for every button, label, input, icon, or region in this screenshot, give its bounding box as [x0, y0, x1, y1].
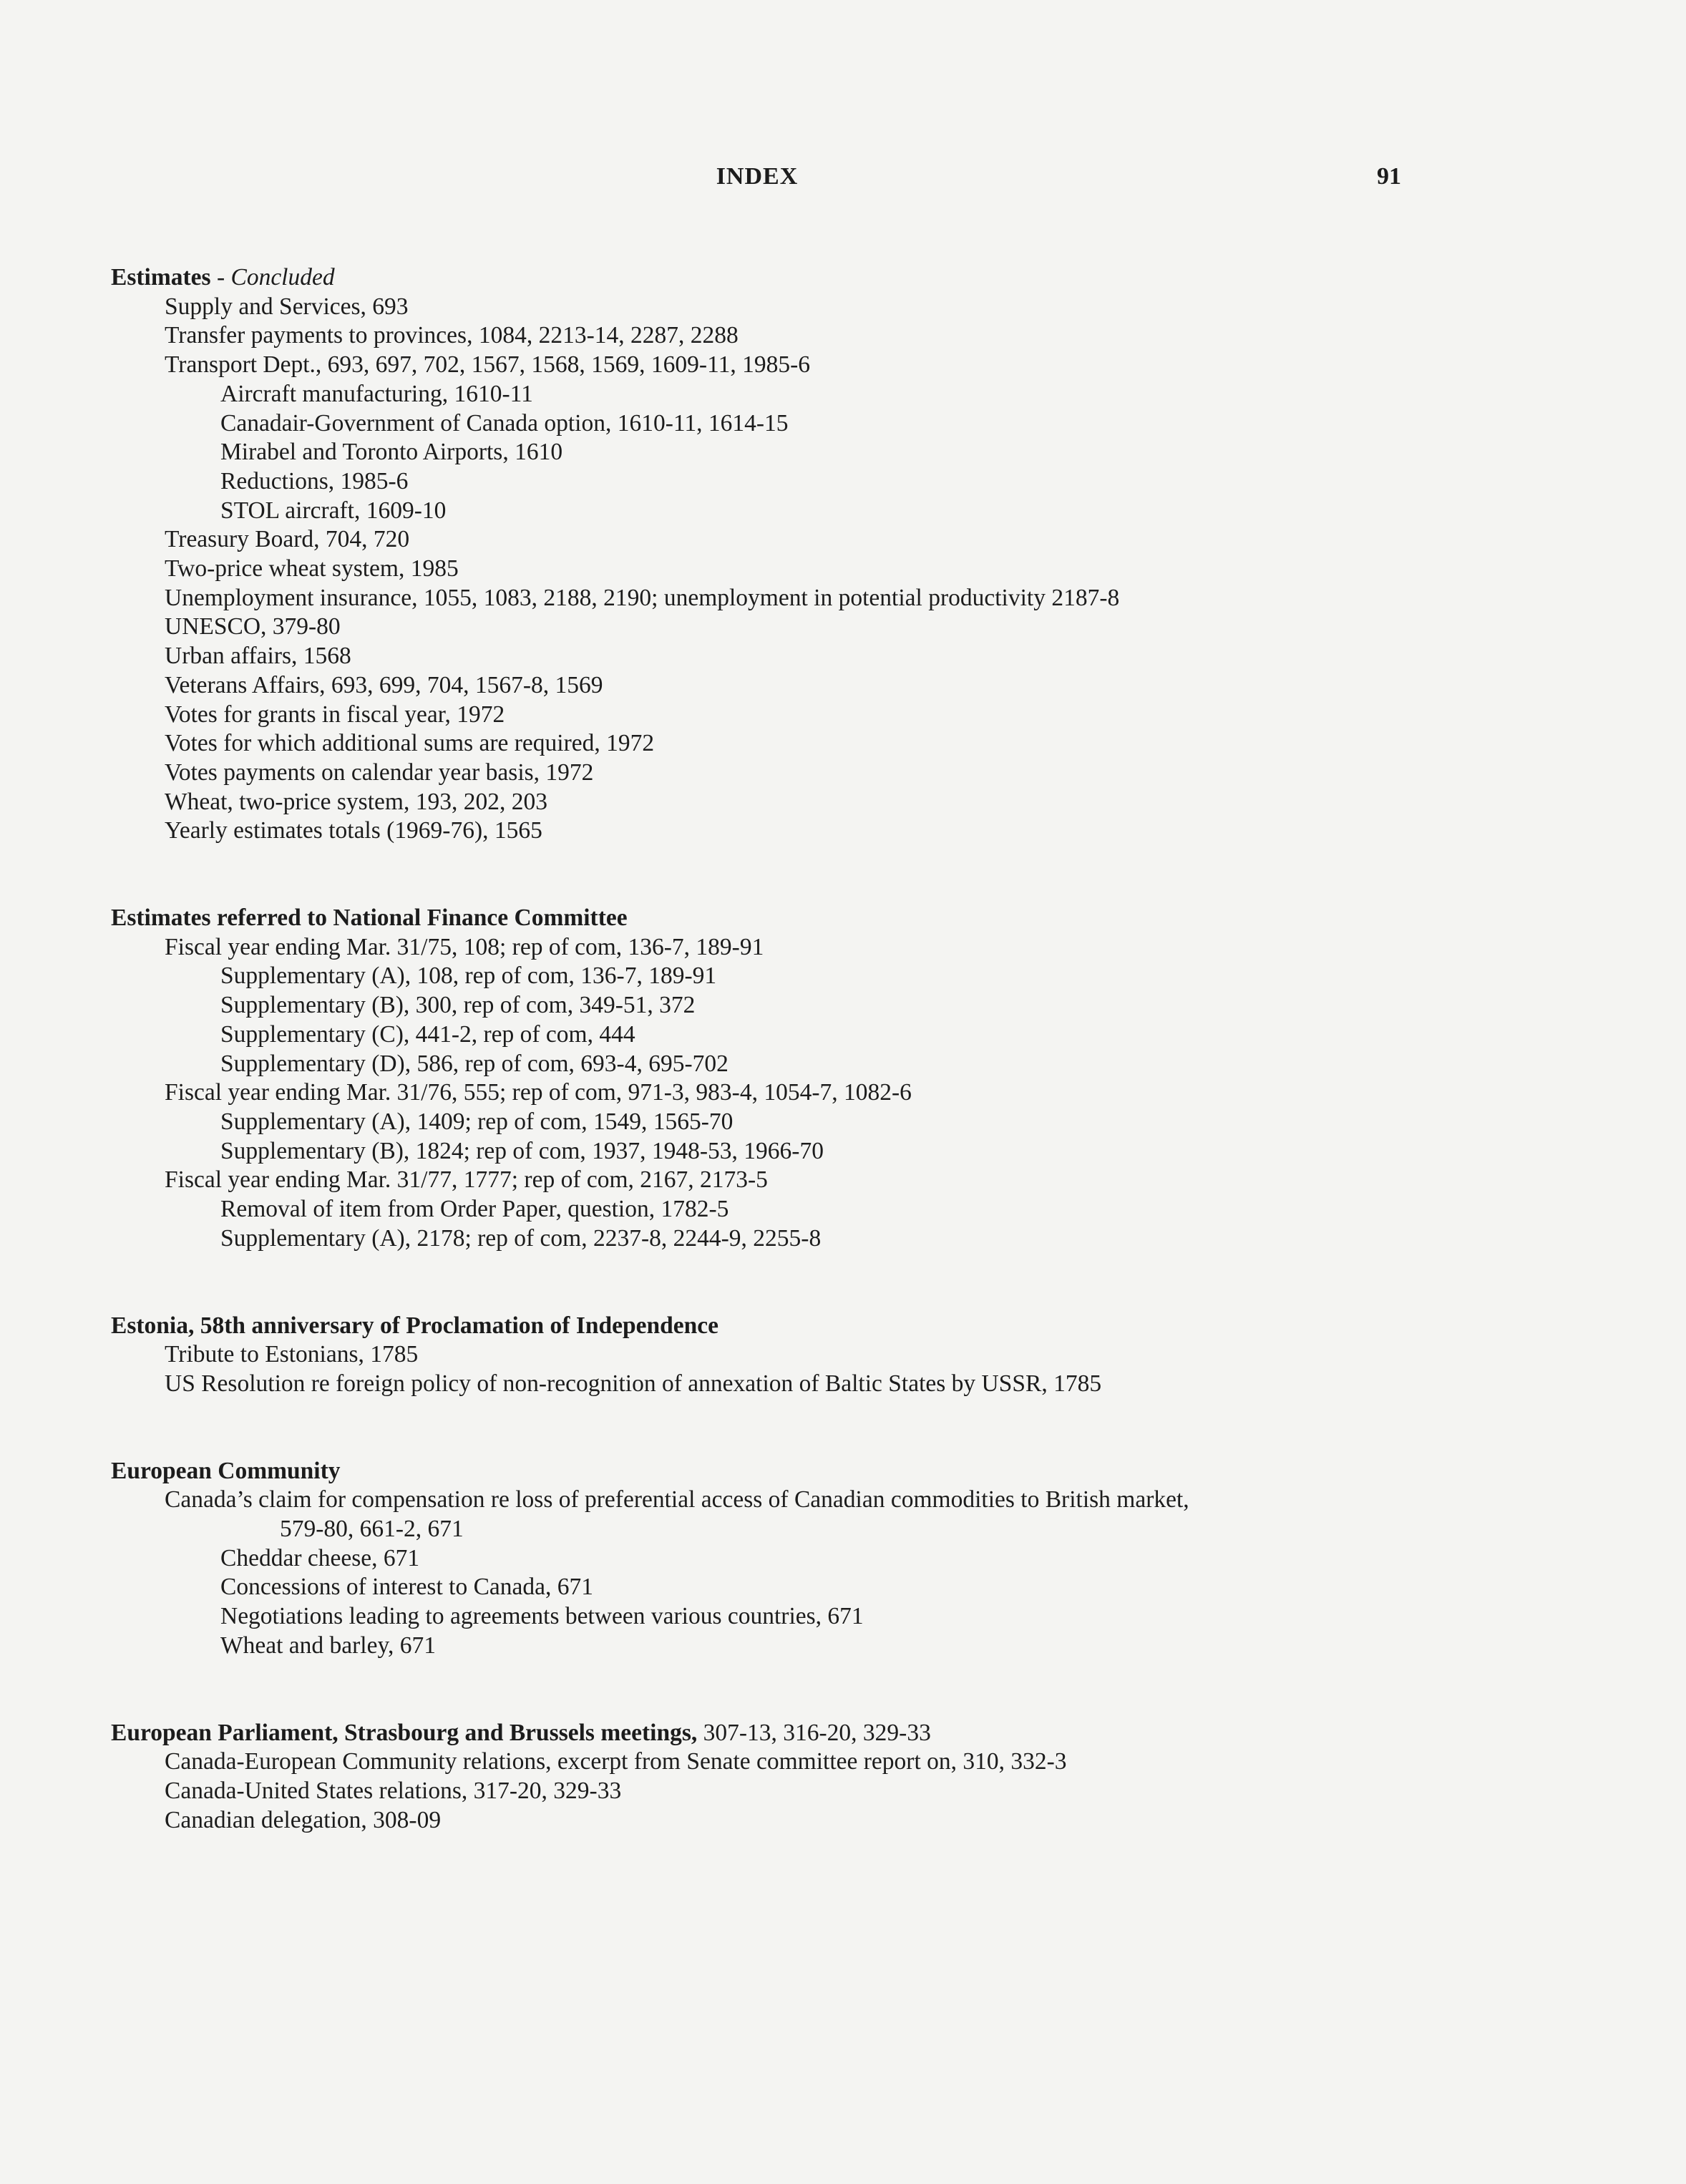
index-entry: Two-price wheat system, 1985 — [165, 555, 459, 582]
index-entry: Canadair-Government of Canada option, 1610-11, 1614-15 — [220, 409, 789, 437]
index-section — [111, 1719, 1578, 1836]
index-entry: Urban affairs, 1568 — [165, 643, 351, 670]
index-heading — [111, 1457, 1578, 1486]
index-entry: Transfer payments to provinces, 1084, 2213-14, 2287, 2288 — [165, 322, 739, 349]
index-entry: US Resolution re foreign policy of non-recognition of annexation of Baltic States by USSR, 1785 — [165, 1370, 1102, 1397]
index-entry: Canada-United States relations, 317-20, 329-33 — [165, 1777, 622, 1804]
index-entry: Canada-European Community relations, excerpt from Senate committee report on, 310, 332-3 — [165, 1748, 1067, 1775]
index-entry: Wheat and barley, 671 — [220, 1632, 437, 1659]
index-entry: Supplementary (B), 300, rep of com, 349-51, 372 — [220, 992, 696, 1019]
index-section — [111, 904, 1578, 1253]
index-heading-text: Estonia, 58th anniversary of Proclamation of Independence — [111, 1312, 718, 1339]
index-entry: Veterans Affairs, 693, 699, 704, 1567-8, 1569 — [165, 671, 603, 698]
index-entry: Supplementary (B), 1824; rep of com, 1937, 1948-53, 1966-70 — [220, 1137, 824, 1164]
index-entry: Wheat, two-price system, 193, 202, 203 — [165, 788, 547, 815]
index-entry: Canada’s claim for compensation re loss of preferential access of Canadian commodities to British market, — [165, 1486, 1189, 1513]
index-entry: Canadian delegation, 308-09 — [165, 1806, 442, 1833]
index-entry: Fiscal year ending Mar. 31/77, 1777; rep of com, 2167, 2173-5 — [165, 1166, 768, 1194]
index-entry: 579-80, 661-2, 671 — [280, 1516, 464, 1543]
index-heading-dash: - — [210, 264, 231, 291]
index-entry: Removal of item from Order Paper, question, 1782-5 — [220, 1196, 729, 1223]
index-entry: Supplementary (C), 441-2, rep of com, 444 — [220, 1020, 635, 1048]
index-entry: Concessions of interest to Canada, 671 — [220, 1574, 594, 1601]
index-heading — [111, 904, 1578, 933]
index-section — [111, 1312, 1578, 1399]
index-entry: Supplementary (A), 2178; rep of com, 2237-8, 2244-9, 2255-8 — [220, 1224, 822, 1252]
index-entry: Supply and Services, 693 — [165, 293, 409, 320]
index-heading-text: European Community — [111, 1457, 341, 1484]
index-entry: Supplementary (D), 586, rep of com, 693-4, 695-702 — [220, 1050, 729, 1077]
index-heading — [111, 1312, 1578, 1341]
index-entry: Transport Dept., 693, 697, 702, 1567, 1568, 1569, 1609-11, 1985-6 — [165, 351, 810, 379]
index-heading-text: Estimates referred to National Finance Committee — [111, 905, 628, 932]
index-heading-text: Estimates — [111, 264, 211, 291]
index-entry: Yearly estimates totals (1969-76), 1565 — [165, 817, 542, 844]
index-entry: Tribute to Estonians, 1785 — [165, 1341, 419, 1368]
index-entry: Reductions, 1985-6 — [220, 467, 409, 494]
index-section — [111, 263, 1578, 846]
index-heading-text: European Parliament, Strasbourg and Brussels meetings, — [111, 1719, 698, 1746]
index-entry: Negotiations leading to agreements between various countries, 671 — [220, 1603, 864, 1630]
index-entry: STOL aircraft, 1609-10 — [220, 497, 447, 524]
page-number: 91 — [1377, 163, 1401, 190]
page-title: INDEX — [716, 163, 799, 190]
index-heading — [111, 263, 1578, 293]
index-entry: Fiscal year ending Mar. 31/76, 555; rep of com, 971-3, 983-4, 1054-7, 1082-6 — [165, 1079, 912, 1106]
index-entry: Votes for which additional sums are required, 1972 — [165, 730, 655, 757]
index-entry: Fiscal year ending Mar. 31/75, 108; rep of com, 136-7, 189-91 — [165, 933, 764, 960]
index-entry: Supplementary (A), 1409; rep of com, 1549, 1565-70 — [220, 1108, 734, 1135]
index-entry: Supplementary (A), 108, rep of com, 136-7, 189-91 — [220, 962, 717, 990]
index-entry: Cheddar cheese, 671 — [220, 1544, 420, 1571]
index-entry: Votes payments on calendar year basis, 1972 — [165, 759, 594, 786]
index-entry: Treasury Board, 704, 720 — [165, 526, 410, 553]
index-heading — [111, 1719, 1578, 1748]
index-entry: UNESCO, 379-80 — [165, 613, 341, 640]
index-section — [111, 1457, 1578, 1661]
index-entry: Votes for grants in fiscal year, 1972 — [165, 701, 505, 728]
index-entry: Aircraft manufacturing, 1610-11 — [220, 380, 533, 407]
index-entry: Mirabel and Toronto Airports, 1610 — [220, 439, 563, 466]
index-heading-pages: 307-13, 316-20, 329-33 — [697, 1719, 931, 1746]
index-entry: Unemployment insurance, 1055, 1083, 2188, 2190; unemployment in potential productivity 2187-8 — [165, 584, 1120, 611]
index-heading-continued: Concluded — [230, 264, 335, 291]
index-content — [111, 263, 1578, 1893]
